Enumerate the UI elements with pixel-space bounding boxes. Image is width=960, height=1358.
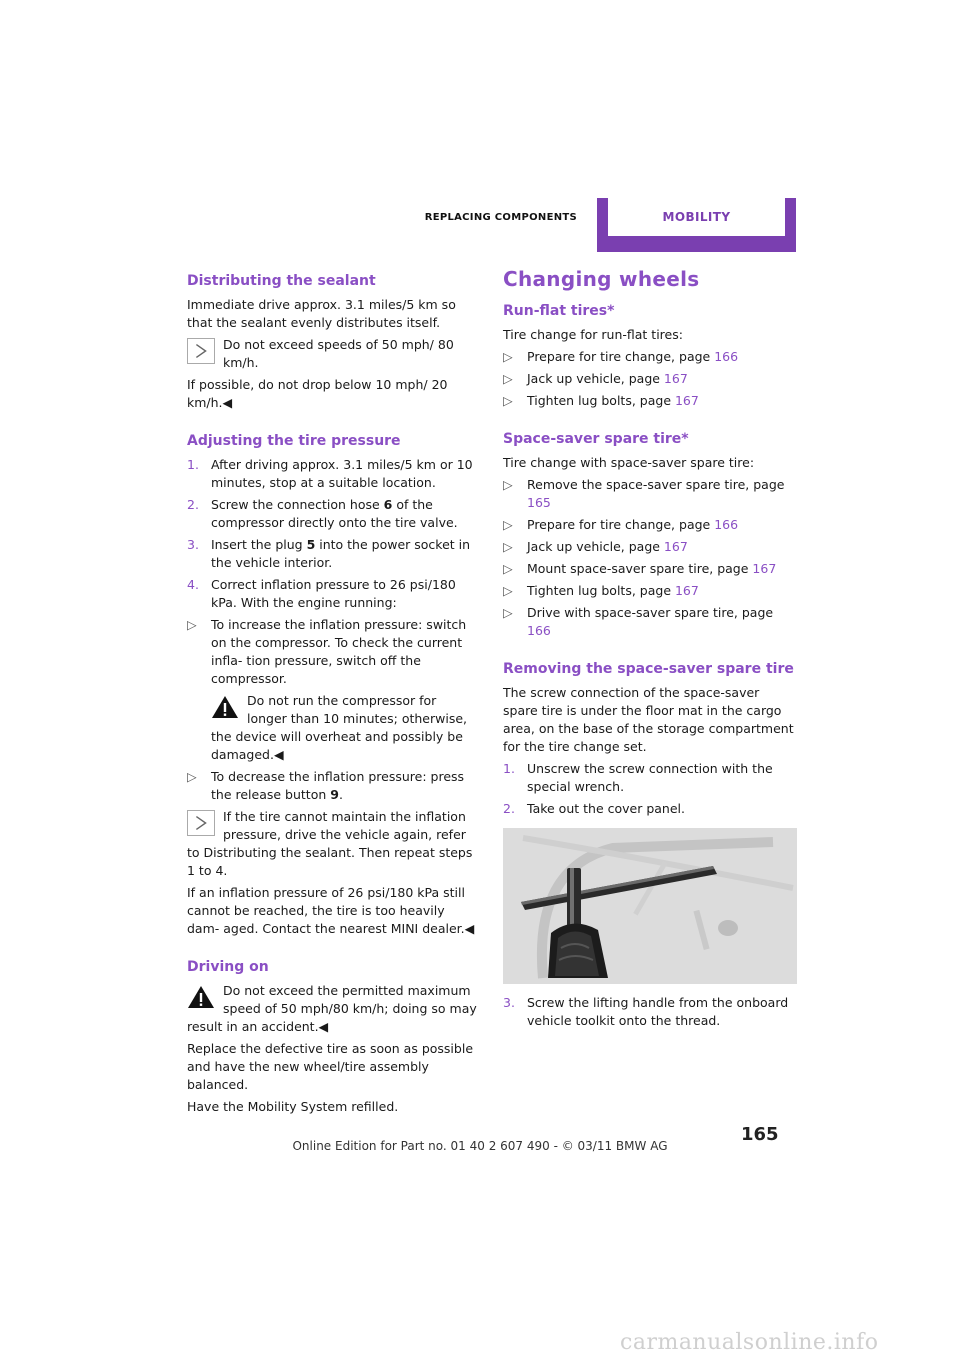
step-item	[187, 576, 479, 612]
heading-driving: Driving on	[187, 959, 269, 975]
page-link[interactable]: 165	[527, 495, 551, 510]
left-column	[187, 270, 479, 1120]
right-column	[503, 267, 795, 1034]
bullet-text: Prepare for tire change, page	[527, 517, 715, 532]
compressor-warning-text: Do not run the compressor for longer than 10 minutes; otherwise, the device will overheat and possibly be damaged.◀	[211, 693, 467, 762]
bullet-marker: ▷	[503, 583, 513, 598]
section-title: REPLACING COMPONENTS	[424, 212, 577, 223]
step-item	[503, 760, 795, 796]
warning-triangle-icon	[187, 984, 215, 1010]
step-number: 3.	[503, 995, 515, 1010]
part-number: 5	[306, 537, 316, 552]
note-arrow-icon	[187, 810, 215, 836]
heading-spacesaver: Space-saver spare tire*	[503, 431, 689, 447]
bullet-text: Tighten lug bolts, page	[527, 393, 675, 408]
removing-text: The screw connection of the space-saver spare tire is under the floor mat in the cargo area, on the base of the storage compartment for the tire change set.	[503, 685, 794, 754]
chapter-tab	[597, 198, 796, 252]
step-number: 3.	[187, 537, 199, 552]
page-link[interactable]: 167	[752, 561, 777, 576]
step-number: 4.	[187, 577, 199, 592]
bullet-item	[503, 560, 795, 578]
bullet-text: Mount space-saver spare tire, page	[527, 561, 753, 576]
step-text: Screw the connection hose	[211, 497, 384, 512]
bullet-marker: ▷	[503, 477, 513, 492]
bullet-text: Remove the space-saver spare tire, page	[527, 477, 785, 492]
bullet-item	[503, 370, 795, 388]
bullet-marker: ▷	[503, 561, 513, 576]
bullet-item	[187, 768, 479, 804]
pressure-note-cont: If an inflation pressure of 26 psi/180 kPa still cannot be reached, the tire is too heavily dam- aged. Contact the nearest MINI dealer.◀	[187, 885, 475, 936]
bullet-marker: ▷	[503, 605, 513, 620]
step-text: Unscrew the screw connection with the special wrench.	[527, 761, 773, 794]
step-text: Take out the cover panel.	[527, 801, 685, 816]
chapter-label: MOBILITY	[608, 198, 785, 236]
bullet-marker: ▷	[503, 393, 513, 408]
heading-distributing: Distributing the sealant	[187, 273, 376, 289]
step-item	[503, 994, 795, 1030]
bullet-item	[503, 392, 795, 410]
speed-note	[187, 336, 479, 372]
heading-removing: Removing the space-saver spare tire	[503, 661, 794, 677]
step-item	[187, 536, 479, 572]
bullet-item	[503, 582, 795, 600]
bullet-marker: ▷	[503, 349, 513, 364]
page-link[interactable]: 167	[674, 393, 699, 408]
step-text: of the compressor directly onto the tire valve.	[211, 497, 458, 530]
bullet-item	[503, 516, 795, 534]
pressure-note	[187, 808, 479, 880]
step-item	[503, 800, 795, 818]
bullet-marker: ▷	[503, 371, 513, 386]
page-link[interactable]: 167	[674, 583, 699, 598]
pressure-note-text: If the tire cannot maintain the inflation pressure, drive the vehicle again, refer to Distributing the sealant. Then repeat steps 1 to 4.	[187, 809, 473, 878]
bullet-item	[503, 348, 795, 366]
heading-runflat: Run-flat tires*	[503, 303, 615, 319]
bullet-text: Drive with space-saver spare tire, page	[527, 605, 774, 620]
part-number: 6	[383, 497, 393, 512]
compressor-warning	[211, 692, 479, 764]
bullet-item	[503, 538, 795, 556]
driving-paragraph: Have the Mobility System refilled.	[187, 1099, 399, 1114]
step-number: 1.	[503, 761, 515, 776]
bullet-item	[187, 616, 479, 688]
step-item	[187, 496, 479, 532]
step-item	[187, 456, 479, 492]
step-text: After driving approx. 3.1 miles/5 km or 10 minutes, stop at a suitable location.	[211, 457, 473, 490]
spare-tire-photo	[503, 828, 797, 984]
speed-warning-text: Do not exceed the permitted maximum speed of 50 mph/80 km/h; doing so may result in an accident.◀	[187, 983, 477, 1034]
page-link[interactable]: 166	[714, 517, 739, 532]
bullet-item	[503, 604, 795, 640]
step-text: into the power socket in the vehicle interior.	[211, 537, 471, 570]
step-number: 2.	[503, 801, 515, 816]
speed-note-cont: If possible, do not drop below 10 mph/ 20 km/h.◀	[187, 377, 448, 410]
wrench-illustration	[503, 828, 797, 984]
spacesaver-intro: Tire change with space-saver spare tire:	[503, 455, 755, 470]
speed-note-text: Do not exceed speeds of 50 mph/ 80 km/h.	[223, 337, 454, 370]
heading-adjusting: Adjusting the tire pressure	[187, 433, 401, 449]
page-link[interactable]: 166	[714, 349, 739, 364]
page-link[interactable]: 167	[663, 539, 688, 554]
bullet-text: .	[338, 787, 343, 802]
bullet-text: To decrease the inflation pressure: press the release button	[211, 769, 465, 802]
step-number: 2.	[187, 497, 199, 512]
note-arrow-icon	[187, 338, 215, 364]
bullet-text: Tighten lug bolts, page	[527, 583, 675, 598]
heading-changing-wheels: Changing wheels	[503, 267, 700, 291]
step-number: 1.	[187, 457, 199, 472]
bullet-text: To increase the inflation pressure: switch on the compressor. To check the current infla- tion pressure, switch off the compressor.	[211, 617, 467, 686]
edition-footer: Online Edition for Part no. 01 40 2 607 490 - © 03/11 BMW AG	[292, 1139, 668, 1153]
speed-warning	[187, 982, 479, 1036]
driving-paragraph: Replace the defective tire as soon as possible and have the new wheel/tire assembly balanced.	[187, 1041, 474, 1092]
bullet-marker: ▷	[187, 769, 197, 784]
runflat-intro: Tire change for run-flat tires:	[503, 327, 683, 342]
bullet-text: Prepare for tire change, page	[527, 349, 715, 364]
distributing-text: Immediate drive approx. 3.1 miles/5 km so that the sealant evenly distributes itself.	[187, 297, 456, 330]
warning-triangle-icon	[211, 694, 239, 720]
step-text: Insert the plug	[211, 537, 307, 552]
watermark: carmanualsonline.info	[620, 1330, 879, 1355]
bullet-text: Jack up vehicle, page	[527, 371, 664, 386]
page-link[interactable]: 167	[663, 371, 688, 386]
bullet-marker: ▷	[503, 517, 513, 532]
bullet-marker: ▷	[503, 539, 513, 554]
page-number: 165	[741, 1124, 779, 1145]
page-link[interactable]: 166	[527, 623, 551, 638]
step-text: Correct inflation pressure to 26 psi/180 kPa. With the engine running:	[211, 577, 456, 610]
step-text: Screw the lifting handle from the onboard vehicle toolkit onto the thread.	[527, 995, 789, 1028]
bullet-item	[503, 476, 795, 512]
part-number: 9	[330, 787, 339, 802]
bullet-marker: ▷	[187, 617, 197, 632]
bullet-text: Jack up vehicle, page	[527, 539, 664, 554]
